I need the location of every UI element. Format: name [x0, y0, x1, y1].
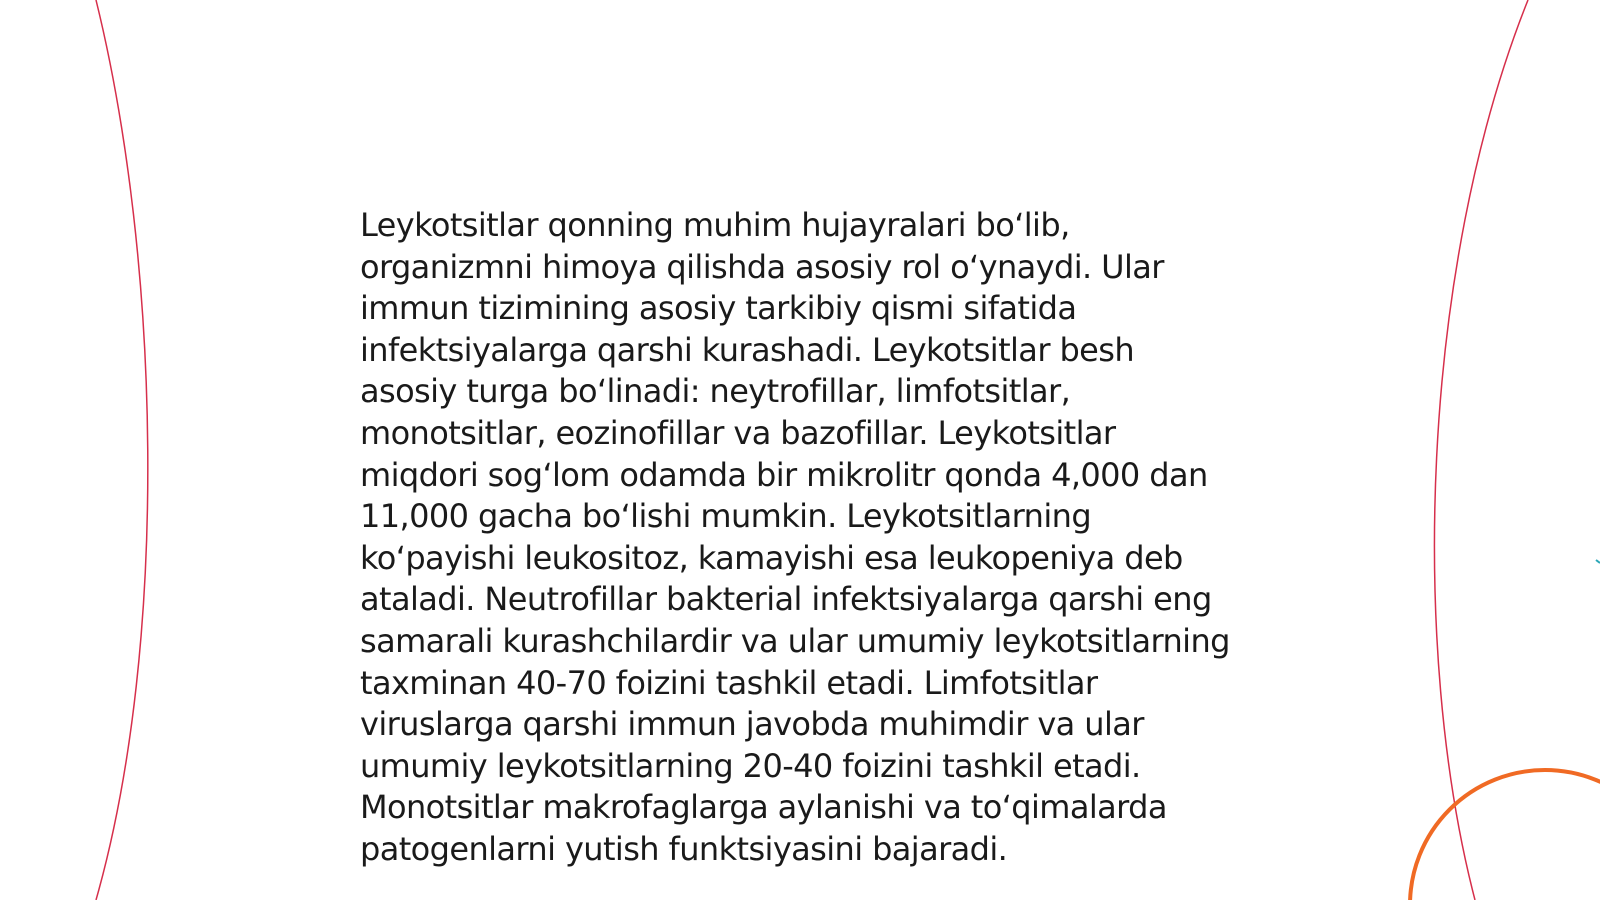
right-arc-line: [1434, 0, 1528, 900]
orange-circle-outline: [1410, 770, 1600, 900]
teal-mark: [1596, 560, 1600, 563]
slide-body-text: Leykotsitlar qonning muhim hujayralari bo‘lib, organizmni himoya qilishda asosiy rol o‘ynaydi. Ular immun tizimining asosiy tarkibiy qismi sifatida infektsiyalarga qarshi kurashadi. Leykotsitlar besh asosiy turga bo‘linadi: neytrofillar, limfotsitlar, monotsitlar, eozinofillar va bazofillar. Leykotsitlar miqdori sog‘lom odamda bir mikrolitr qonda 4,000 dan 11,000 gacha bo‘lishi mumkin. Leykotsitlarning ko‘payishi leukositoz, kamayishi esa leukopeniya deb ataladi. Neutrofillar bakterial infektsiyalarga qarshi eng samarali kurashchilardir va ular umumiy leykotsitlarning taxminan 40-70 foizini tashkil etadi. Limfotsitlar viruslarga qarshi immun javobda muhimdir va ular umumiy leykotsitlarning 20-40 foizini tashkil etadi. Monotsitlar makrofaglarga aylanishi va to‘qimalarda patogenlarni yutish funktsiyasini bajaradi.: [360, 206, 1230, 868]
left-arc-line: [96, 0, 148, 900]
